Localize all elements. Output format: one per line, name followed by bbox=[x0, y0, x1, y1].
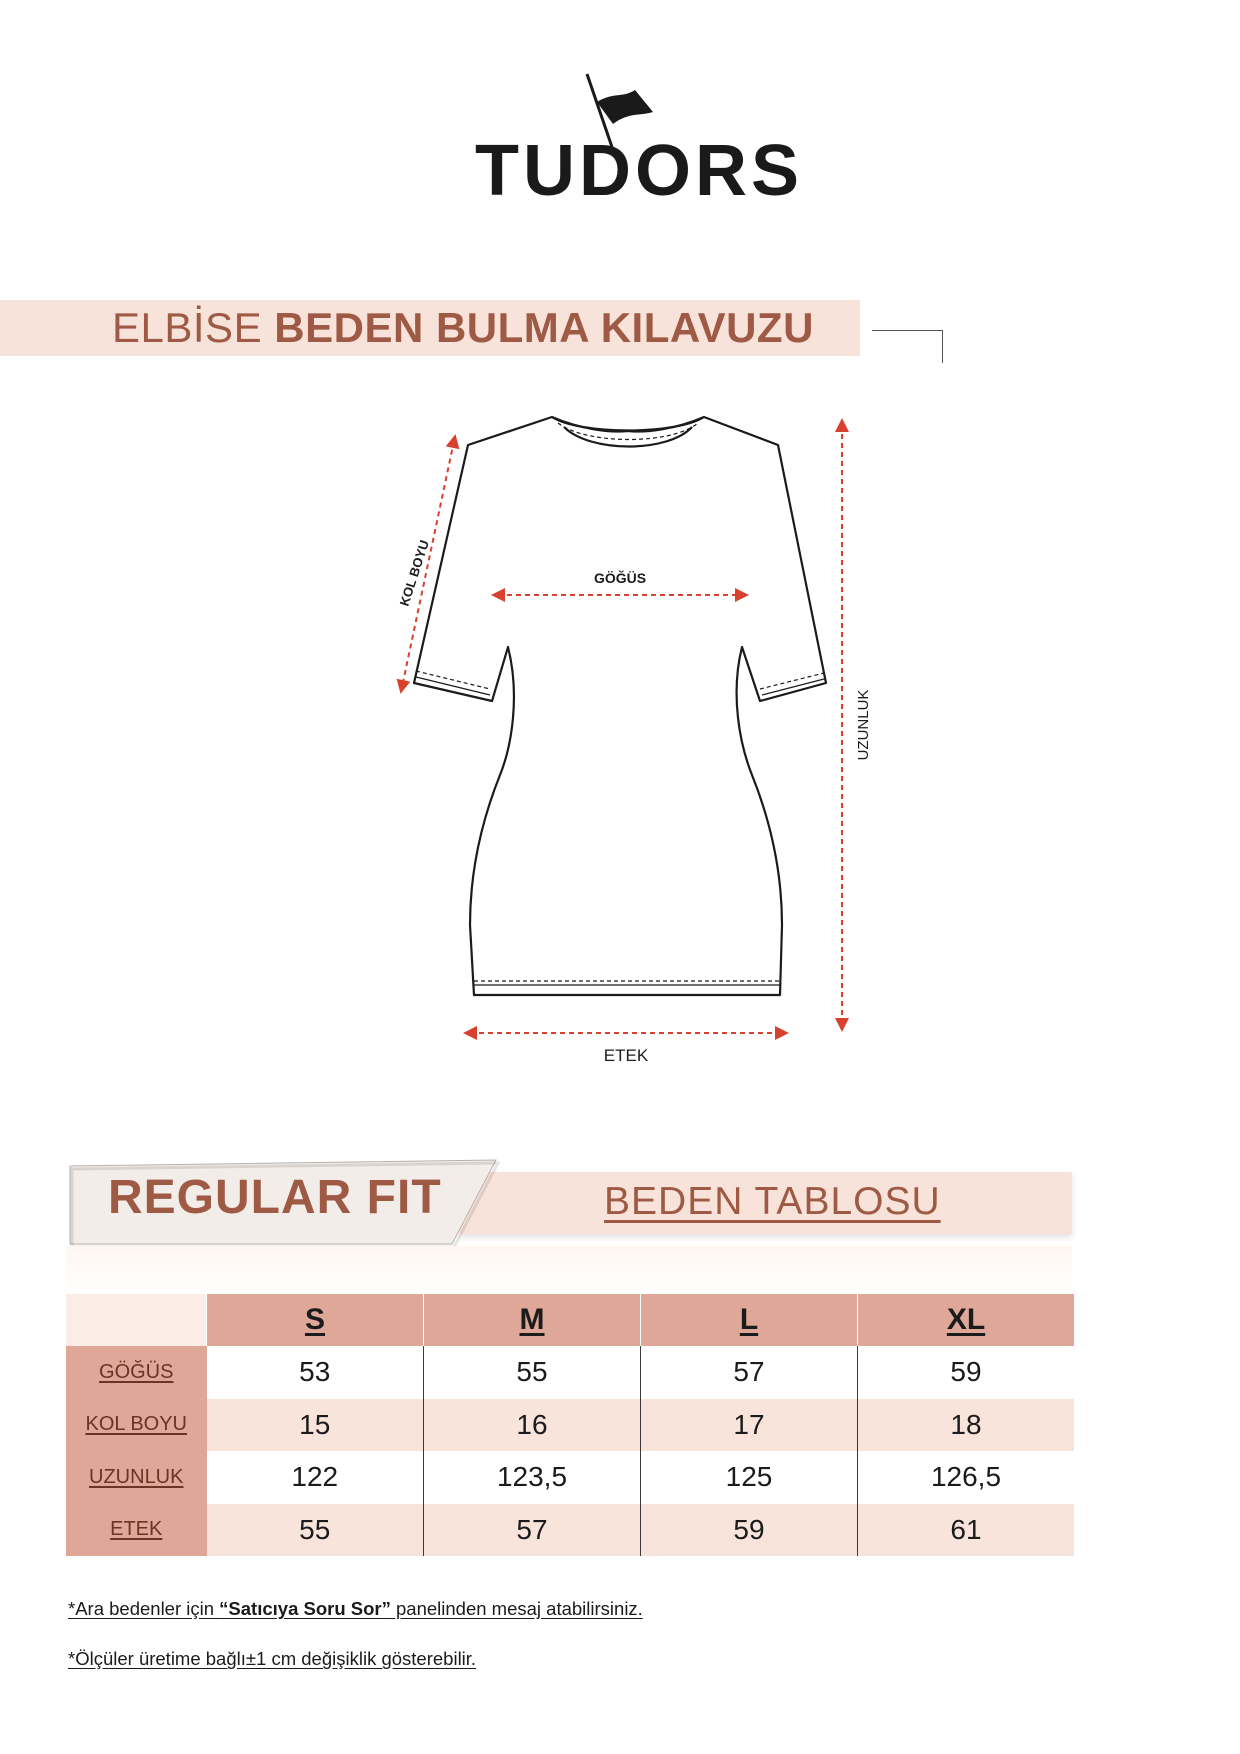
table-cell: 53 bbox=[207, 1346, 424, 1399]
row-header: UZUNLUK bbox=[66, 1451, 207, 1504]
size-header: L bbox=[641, 1294, 858, 1346]
size-table-title: BEDEN TABLOSU bbox=[604, 1180, 941, 1223]
table-row bbox=[66, 1451, 1074, 1504]
table-cell: 126,5 bbox=[858, 1451, 1075, 1504]
size-header: M bbox=[424, 1294, 641, 1346]
brand-logo bbox=[475, 72, 803, 211]
row-header: ETEK bbox=[66, 1504, 207, 1557]
row-header: GÖĞÜS bbox=[66, 1346, 207, 1399]
guide-title bbox=[112, 301, 814, 355]
table-fade-band bbox=[66, 1246, 1072, 1294]
table-cell: 55 bbox=[424, 1346, 641, 1399]
uzunluk-label: UZUNLUK bbox=[855, 689, 872, 761]
table-cell: 17 bbox=[641, 1399, 858, 1452]
table-cell: 57 bbox=[424, 1504, 641, 1557]
note-tolerance: *Ölçüler üretime bağlı±1 cm değişiklik gösterebilir. bbox=[68, 1648, 477, 1669]
note1-post: panelinden mesaj atabilirsiniz. bbox=[390, 1598, 643, 1619]
note1-bold: “Satıcıya Soru Sor” bbox=[219, 1598, 391, 1619]
table-cell: 125 bbox=[641, 1451, 858, 1504]
gogus-label: GÖĞÜS bbox=[593, 570, 647, 586]
table-row bbox=[66, 1399, 1074, 1452]
decorative-corner-line bbox=[872, 330, 943, 363]
table-cell: 122 bbox=[207, 1451, 424, 1504]
guide-title-bold: BEDEN BULMA KILAVUZU bbox=[274, 304, 814, 351]
brand-name: TUDORS bbox=[475, 131, 803, 211]
fit-name: REGULAR FIT bbox=[108, 1171, 442, 1224]
table-cell: 55 bbox=[207, 1504, 424, 1557]
table-cell: 59 bbox=[858, 1346, 1075, 1399]
corner-cell bbox=[66, 1294, 207, 1346]
table-cell: 123,5 bbox=[424, 1451, 641, 1504]
table-cell: 16 bbox=[424, 1399, 641, 1452]
table-cell: 61 bbox=[858, 1504, 1075, 1557]
size-header-row bbox=[66, 1294, 1074, 1346]
table-cell: 15 bbox=[207, 1399, 424, 1452]
size-header: XL bbox=[858, 1294, 1075, 1346]
table-row bbox=[66, 1346, 1074, 1399]
size-header: S bbox=[207, 1294, 424, 1346]
etek-label: ETEK bbox=[603, 1046, 649, 1065]
dress-diagram bbox=[390, 405, 870, 1125]
guide-title-light: ELBİSE bbox=[112, 304, 263, 351]
row-header: KOL BOYU bbox=[66, 1399, 207, 1452]
table-row bbox=[66, 1504, 1074, 1557]
note1-pre: *Ara bedenler için bbox=[68, 1598, 220, 1619]
table-cell: 57 bbox=[641, 1346, 858, 1399]
note-intermediate-sizes bbox=[68, 1598, 643, 1620]
dress-outline bbox=[414, 417, 826, 995]
table-cell: 18 bbox=[858, 1399, 1075, 1452]
table-cell: 59 bbox=[641, 1504, 858, 1557]
kol-boyu-label: KOL BOYU bbox=[396, 538, 432, 608]
size-table bbox=[66, 1294, 1074, 1556]
